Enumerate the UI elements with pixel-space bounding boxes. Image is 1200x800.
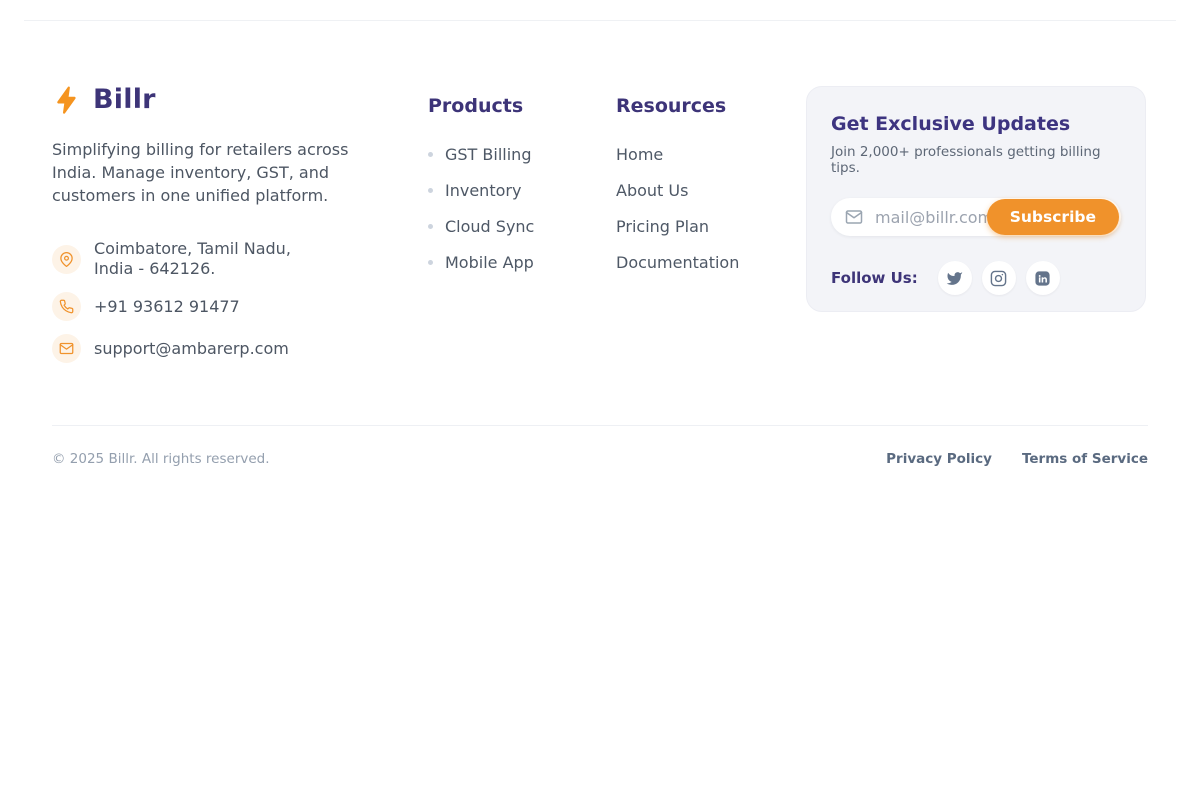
map-pin-icon — [52, 245, 81, 274]
products-list — [428, 144, 534, 272]
legal-links — [886, 451, 1148, 467]
brand-name: Billr — [93, 84, 156, 115]
contact-email — [52, 334, 392, 363]
product-link-label: Cloud Sync — [445, 216, 535, 236]
product-link-mobile-app[interactable] — [428, 252, 534, 272]
resource-link-pricing-plan[interactable] — [616, 216, 739, 236]
product-link-label: GST Billing — [445, 144, 532, 164]
newsletter-heading: Get Exclusive Updates — [831, 113, 1071, 135]
newsletter-card — [806, 86, 1146, 312]
terms-of-service-link[interactable]: Terms of Service — [1021, 451, 1148, 467]
follow-row — [831, 261, 1121, 295]
contact-address — [52, 239, 392, 279]
instagram-icon — [990, 270, 1007, 287]
bullet-dot — [428, 188, 433, 193]
bullet-dot — [428, 152, 433, 157]
twitter-button[interactable] — [938, 261, 972, 295]
bullet-dot — [428, 224, 433, 229]
resources-list — [616, 144, 739, 272]
product-link-inventory[interactable] — [428, 180, 534, 200]
privacy-policy-link[interactable]: Privacy Policy — [886, 451, 992, 467]
lightning-bolt-icon — [52, 85, 82, 115]
resource-link-label: Documentation — [616, 252, 740, 272]
product-link-cloud-sync[interactable] — [428, 216, 534, 236]
twitter-icon — [946, 270, 963, 287]
follow-us-label: Follow Us: — [831, 269, 918, 287]
brand-column — [52, 84, 392, 363]
mail-input-icon — [845, 208, 863, 226]
resource-link-label: Home — [616, 144, 664, 164]
address-text: Coimbatore, Tamil Nadu, India - 642126. — [94, 239, 291, 278]
product-link-label: Inventory — [445, 180, 522, 200]
linkedin-icon — [1034, 270, 1051, 287]
top-divider — [24, 20, 1176, 21]
email-link[interactable]: support@ambarerp.com — [94, 338, 289, 358]
resource-link-label: About Us — [616, 180, 689, 200]
phone-link[interactable]: +91 93612 91477 — [94, 296, 240, 316]
instagram-button[interactable] — [982, 261, 1016, 295]
newsletter-subtext: Join 2,000+ professionals getting billing tips. — [831, 144, 1101, 176]
subscribe-button[interactable]: Subscribe — [987, 199, 1119, 235]
products-column — [428, 95, 534, 288]
brand-description: Simplifying billing for retailers across India. Manage inventory, GST, and customers in one unified platform. — [52, 140, 349, 205]
bottom-bar — [52, 425, 1148, 467]
mail-icon — [52, 334, 81, 363]
contact-phone — [52, 292, 392, 321]
products-heading: Products — [428, 95, 524, 117]
resources-heading: Resources — [616, 95, 727, 117]
resource-link-label: Pricing Plan — [616, 216, 710, 236]
brand-logo[interactable] — [52, 84, 392, 115]
resource-link-about-us[interactable] — [616, 180, 739, 200]
linkedin-button[interactable] — [1026, 261, 1060, 295]
copyright-text: © 2025 Billr. All rights reserved. — [52, 451, 270, 467]
phone-icon — [52, 292, 81, 321]
contact-list — [52, 239, 392, 363]
product-link-gst-billing[interactable] — [428, 144, 534, 164]
resource-link-home[interactable] — [616, 144, 739, 164]
product-link-label: Mobile App — [445, 252, 534, 272]
bullet-dot — [428, 260, 433, 265]
subscribe-form — [831, 198, 1121, 236]
resources-column — [616, 95, 739, 288]
resource-link-documentation[interactable] — [616, 252, 739, 272]
